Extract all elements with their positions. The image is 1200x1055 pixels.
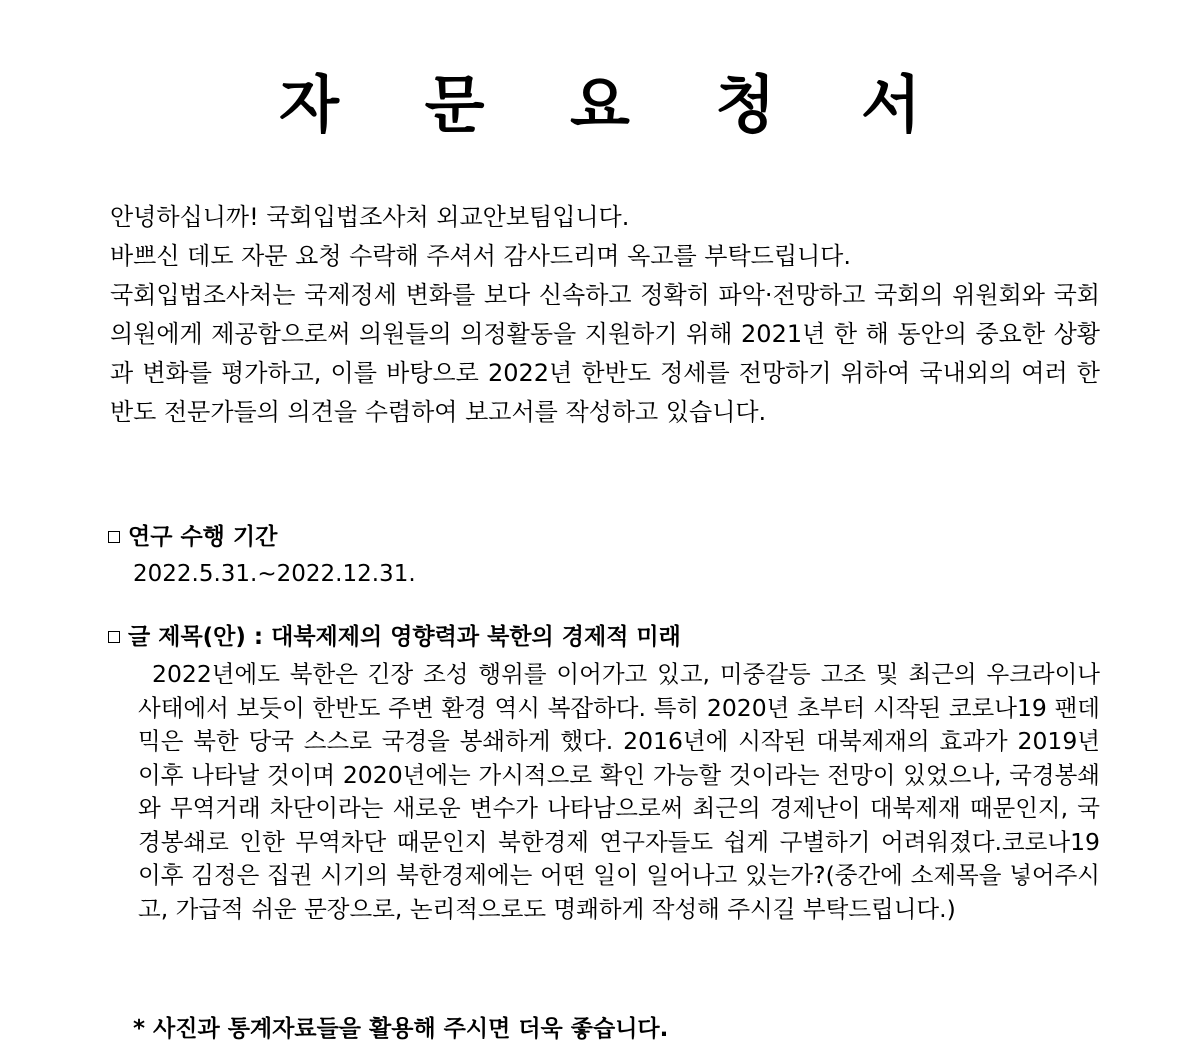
section-heading-title xyxy=(108,620,681,654)
checkbox-square-icon xyxy=(108,631,120,643)
document-title: 자 문 요 청 서 xyxy=(279,68,953,141)
research-period-value: 2022.5.31.~2022.12.31. xyxy=(133,561,416,587)
section-heading-label: 연구 수행 기간 xyxy=(128,524,278,550)
topic-description: 2022년에도 북한은 긴장 조성 행위를 이어가고 있고, 미중갈등 고조 및 최근의 우크라이나 사태에서 보듯이 한반도 주변 환경 역시 복잡하다. 특히 2020년 초부터 시작된 코로나19 팬데믹은 북한 당국 스스로 국경을 봉쇄하게 했다. 2016년에 시작된 대북제재의 효과가 2019년 이후 나타날 것이며 2020년에는 가시적으로 확인 가능할 것이라는 전망이 있었으나, 국경봉쇄와 무역거래 차단이라는 새로운 변수가 나타남으로써 최근의 경제난이 대북제재 때문인지, 국경봉쇄로 인한 무역차단 때문인지 북한경제 연구자들도 쉽게 구별하기 어려워졌다.코로나19 이후 김정은 집권 시기의 북한경제에는 어떤 일이 일어나고 있는가?(중간에 소제목을 넣어주시고, 가급적 쉬운 문장으로, 논리적으로도 명쾌하게 작성해 주시길 부탁드립니다.) xyxy=(138,660,1100,923)
section-heading-label: 글 제목(안) : 대북제제의 영향력과 북한의 경제적 미래 xyxy=(128,624,681,650)
footnote: * 사진과 통계자료들을 활용해 주시면 더욱 좋습니다. xyxy=(133,1016,669,1042)
greeting-line: 안녕하십니까! 국회입법조사처 외교안보팀입니다. xyxy=(110,203,630,231)
intro-paragraphs xyxy=(110,198,1100,432)
purpose-paragraph: 국회입법조사처는 국제정세 변화를 보다 신속하고 정확히 파악·전망하고 국회의 위원회와 국회의원에게 제공함으로써 의원들의 의정활동을 지원하기 위해 2021년 한 해 동안의 중요한 상황과 변화를 평가하고, 이를 바탕으로 2022년 한반도 정세를 전망하기 위하여 국내외의 여러 한반도 전문가들의 의견을 수렴하여 보고서를 작성하고 있습니다. xyxy=(110,281,1100,426)
checkbox-square-icon xyxy=(108,531,120,543)
thanks-line: 바쁘신 데도 자문 요청 수락해 주셔서 감사드리며 옥고를 부탁드립니다. xyxy=(110,242,851,270)
section-heading-period xyxy=(108,520,277,554)
